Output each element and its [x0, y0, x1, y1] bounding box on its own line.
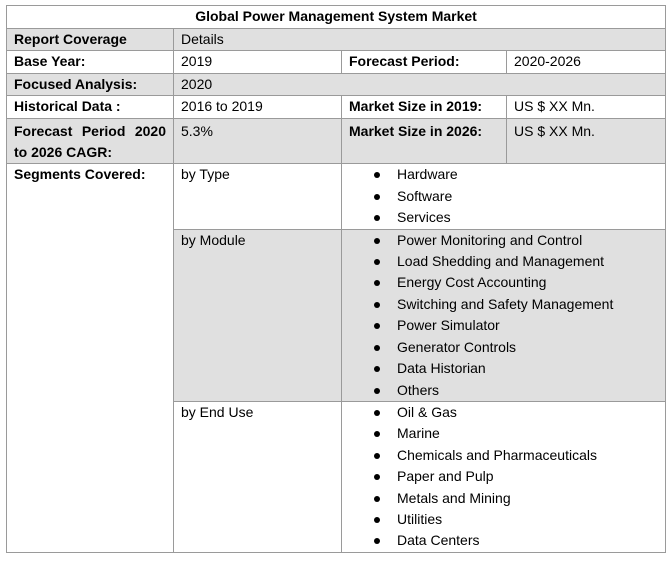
list-item-text: Chemicals and Pharmaceuticals — [397, 446, 597, 463]
market-size-2019-label: Market Size in 2019: — [342, 96, 507, 118]
list-item — [349, 423, 658, 444]
list-item — [349, 445, 658, 466]
bullet-icon — [374, 323, 380, 329]
list-item — [349, 402, 658, 423]
bullet-icon — [374, 431, 380, 437]
segment-type-row — [7, 164, 666, 229]
focused-row — [7, 73, 666, 95]
bullet-icon — [374, 538, 380, 544]
bullet-icon — [374, 238, 380, 244]
list-item — [349, 358, 658, 379]
base-year-row — [7, 51, 666, 73]
list-item-text: Generator Controls — [397, 338, 517, 355]
bullet-icon — [374, 474, 380, 480]
historical-label: Historical Data : — [7, 96, 174, 118]
bullet-icon — [374, 172, 380, 178]
forecast-period-value: 2020-2026 — [507, 51, 666, 73]
table-title: Global Power Management System Market — [7, 6, 666, 29]
segment-list — [349, 164, 658, 228]
segment-items-cell — [342, 164, 666, 229]
list-item — [349, 315, 658, 336]
list-item-text: Data Historian — [397, 360, 486, 377]
list-item-text: Energy Cost Accounting — [397, 274, 547, 291]
list-item — [349, 207, 658, 228]
base-year-label: Base Year: — [7, 51, 174, 73]
segment-group-name: by Type — [174, 164, 342, 229]
list-item — [349, 251, 658, 272]
list-item — [349, 294, 658, 315]
market-size-2026-label: Market Size in 2026: — [342, 118, 507, 164]
historical-value: 2016 to 2019 — [174, 96, 342, 118]
focused-label: Focused Analysis: — [7, 73, 174, 95]
bullet-icon — [374, 366, 380, 372]
base-year-value: 2019 — [174, 51, 342, 73]
focused-value: 2020 — [174, 73, 666, 95]
bullet-icon — [374, 280, 380, 286]
list-item-text: Utilities — [397, 510, 443, 527]
list-item — [349, 466, 658, 487]
list-item — [349, 164, 658, 185]
cagr-value: 5.3% — [174, 118, 342, 164]
list-item-text: Oil & Gas — [397, 403, 457, 420]
title-row — [7, 6, 666, 29]
forecast-period-label: Forecast Period: — [342, 51, 507, 73]
market-report-table — [6, 5, 666, 553]
list-item — [349, 230, 658, 251]
list-item-text: Load Shedding and Management — [397, 253, 605, 270]
list-item-text: Paper and Pulp — [397, 468, 494, 485]
coverage-value: Details — [174, 29, 666, 51]
segment-list — [349, 402, 658, 552]
segment-items-cell — [342, 401, 666, 552]
coverage-label: Report Coverage — [7, 29, 174, 51]
list-item — [349, 186, 658, 207]
historical-row — [7, 96, 666, 118]
list-item-text: Power Monitoring and Control — [397, 231, 583, 248]
segment-group-name: by Module — [174, 229, 342, 401]
bullet-icon — [374, 194, 380, 200]
list-item-text: Marine — [397, 425, 440, 442]
bullet-icon — [374, 388, 380, 394]
bullet-icon — [374, 453, 380, 459]
list-item-text: Hardware — [397, 166, 458, 183]
market-size-2019-value: US $ XX Mn. — [507, 96, 666, 118]
bullet-icon — [374, 496, 380, 502]
coverage-row — [7, 29, 666, 51]
list-item — [349, 488, 658, 509]
list-item-text: Power Simulator — [397, 317, 500, 334]
list-item-text: Services — [397, 209, 451, 226]
cagr-row — [7, 118, 666, 164]
segment-list — [349, 230, 658, 401]
list-item — [349, 337, 658, 358]
bullet-icon — [374, 410, 380, 416]
bullet-icon — [374, 517, 380, 523]
list-item-text: Others — [397, 381, 440, 398]
segment-items-cell — [342, 229, 666, 401]
list-item — [349, 380, 658, 401]
bullet-icon — [374, 345, 380, 351]
cagr-label: Forecast Period 2020 to 2026 CAGR: — [7, 118, 174, 164]
bullet-icon — [374, 259, 380, 265]
market-size-2026-value: US $ XX Mn. — [507, 118, 666, 164]
list-item-text: Metals and Mining — [397, 489, 511, 506]
list-item-text: Data Centers — [397, 532, 480, 549]
list-item-text: Software — [397, 187, 453, 204]
segment-group-name: by End Use — [174, 401, 342, 552]
bullet-icon — [374, 302, 380, 308]
list-item — [349, 509, 658, 530]
list-item — [349, 530, 658, 551]
segments-label: Segments Covered: — [7, 164, 174, 552]
list-item — [349, 272, 658, 293]
list-item-text: Switching and Safety Management — [397, 295, 614, 312]
bullet-icon — [374, 215, 380, 221]
